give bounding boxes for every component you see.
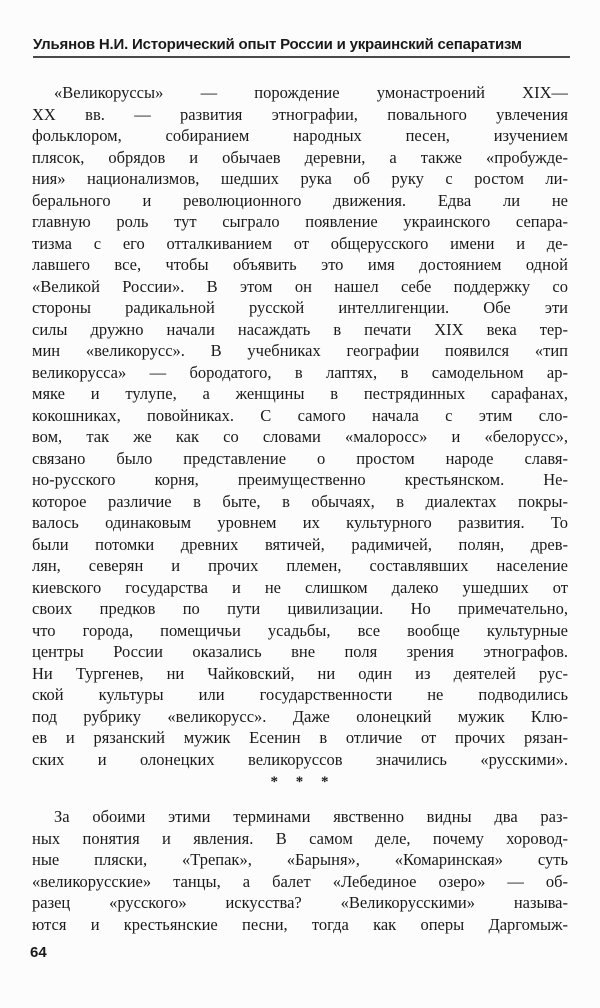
text-line: За обоими этими терминами явственно видны два раз-	[54, 807, 568, 826]
paragraph	[32, 806, 568, 935]
text-line: «великорусские» танцы, а балет «Лебединое озеро» — об-	[32, 871, 568, 891]
text-line: вом, так же как со словами «малоросс» и «белорусс»,	[32, 427, 568, 446]
text-line: Ни Тургенев, ни Чайковский, ни один из деятелей рус-	[32, 663, 568, 683]
text-line: фольклором, собиранием народных песен, изучением	[32, 126, 568, 145]
text-line: были потомки древних вятичей, радимичей, полян, древ-	[32, 534, 568, 554]
text-line: ные пляски, «Трепак», «Барыня», «Комаринская» суть	[32, 850, 568, 869]
text-line: XX вв. — развития этнографии, повального увлечения	[32, 104, 568, 124]
text-line: связано было представление о простом народе славя-	[32, 448, 568, 468]
text-line: валось одинаковым уровнем их культурного развития. То	[32, 513, 568, 532]
text-line: разец «русского» искусства? «Великорусскими» называ-	[32, 893, 568, 912]
text-line: главную роль тут сыграло появление украинского сепара-	[32, 212, 568, 231]
text-line: ев и рязанский мужик Есенин в отличие от прочих рязан-	[32, 728, 568, 747]
text-line: под рубрику «великорусс». Даже олонецкий мужик Клю-	[32, 706, 568, 726]
text-line: тизма с его отталкиванием от общерусского имени и де-	[32, 233, 568, 253]
text-line: что города, помещичьи усадьбы, все вообще культурные	[32, 620, 568, 640]
header-rule	[33, 56, 570, 58]
text-line: «Великоруссы» — порождение умонастроений XIX—	[54, 83, 568, 102]
text-line: мяке и тулупе, а женщины в пестрядинных сарафанах,	[32, 384, 568, 403]
text-line: кокошниках, повойниках. С самого начала с этим сло-	[32, 405, 568, 425]
text-line: великорусса» — бородатого, в лаптях, в самодельном ар-	[32, 362, 568, 382]
text-line: ния» национализмов, шедших рука об руку с ростом ли-	[32, 169, 568, 188]
text-line: центры России оказались вне поля зрения этнографов.	[32, 642, 568, 661]
text-line: ются и крестьянские песни, тогда как оперы Даргомыж-	[32, 914, 568, 934]
text-line: стороны радикальной русской интеллигенции. Обе эти	[32, 298, 568, 317]
text-line: «Великой России». В этом он нашел себе поддержку со	[32, 276, 568, 296]
section-separator: * * *	[270, 774, 330, 790]
text-line: лян, северян и прочих племен, составлявших население	[32, 556, 568, 575]
running-header	[33, 36, 570, 53]
page-number: 64	[30, 944, 47, 961]
text-line: силы дружно начали насаждать в печати XIX века тер-	[32, 319, 568, 339]
running-header-title: Ульянов Н.И. Исторический опыт России и украинский сепаратизм	[33, 36, 522, 53]
text-line: лавшего все, чтобы объявить это имя достоянием одной	[32, 255, 568, 274]
text-line: ской культуры или государственности не подводились	[32, 685, 568, 704]
paragraph	[32, 82, 568, 770]
text-line: плясок, обрядов и обычаев деревни, а также «пробужде-	[32, 147, 568, 167]
text-line: ных понятия и явления. В самом деле, почему хоровод-	[32, 828, 568, 848]
text-line: но-русского корня, преимущественно крестьянском. Не-	[32, 470, 568, 489]
text-line: мин «великорусс». В учебниках географии появился «тип	[32, 341, 568, 360]
text-line: которое различие в быте, в обычаях, в диалектах покры-	[32, 491, 568, 511]
text-line: берального и революционного движения. Едва ли не	[32, 190, 568, 210]
text-line: своих предков по пути цивилизации. Но примечательно,	[32, 599, 568, 618]
page-body	[32, 82, 568, 935]
text-line: ских и олонецких великоруссов значились «русскими».	[32, 749, 568, 769]
text-line: киевского государства и не слишком далеко ушедших от	[32, 577, 568, 597]
